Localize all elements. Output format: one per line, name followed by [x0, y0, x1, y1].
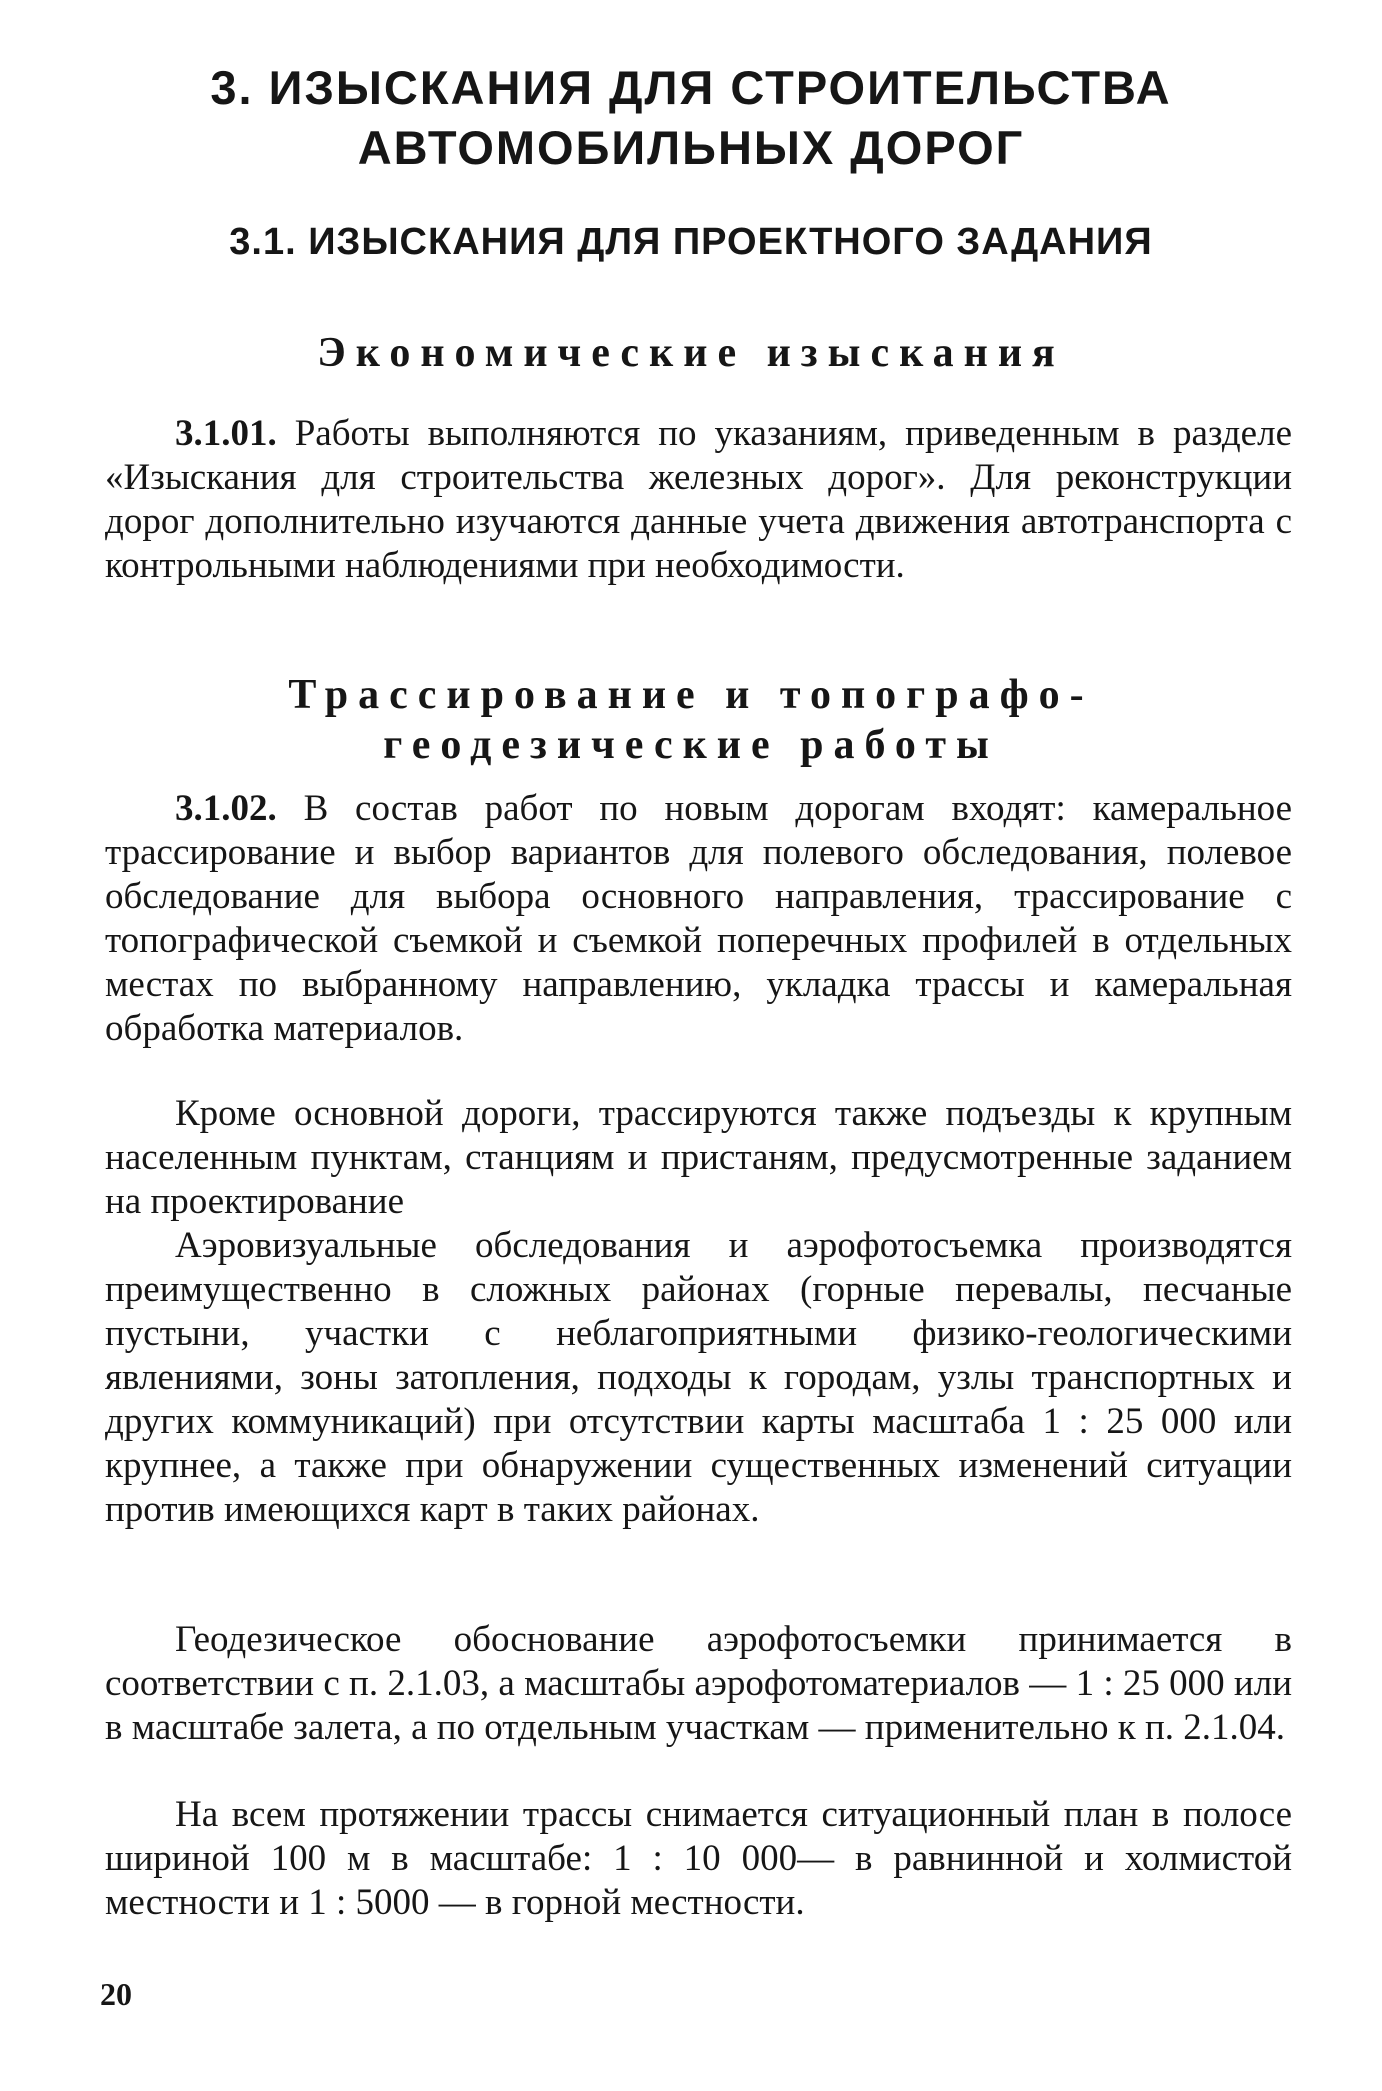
subsection-heading-line-2: геодезические работы — [383, 722, 999, 768]
chapter-title — [0, 58, 1382, 178]
subsection-heading-economic: Экономические изыскания — [317, 330, 1065, 376]
paragraph-aerial-survey: Аэровизуальные обследования и аэрофотосъемка производятся преимущественно в сложных районах (горные перевалы, песчаные пустыни, участки с неблагоприятными физико-геологическими явлениями, зоны затопления, подходы к городам, узлы транспортных и других коммуникаций) при отсутствии карты масштаба 1 : 25 000 или крупнее, а также при обнаружении существенных изменений ситуации против имеющихся карт в таких районах. — [105, 1225, 1292, 1530]
chapter-title-line-2: АВТОМОБИЛЬНЫХ ДОРОГ — [357, 121, 1025, 174]
subsection-heading-surveying — [0, 670, 1382, 770]
paragraph-geodetic-basis: Геодезическое обоснование аэрофотосъемки принимается в соответствии с п. 2.1.03, а масштабы аэрофотоматериалов — 1 : 25 000 или в масштабе залета, а по отдельным участкам — применительно к п. 2.1.04. — [105, 1619, 1292, 1748]
page-number: 20 — [100, 1976, 132, 2012]
paragraph-number: 3.1.02. — [175, 788, 277, 829]
subsection-heading-line-1: Трассирование и топографо- — [288, 672, 1094, 718]
paragraph-approach-roads: Кроме основной дороги, трассируются также подъезды к крупным населенным пунктам, станциям и пристаням, предусмотренные заданием на проектирование — [105, 1093, 1292, 1222]
section-title: 3.1. ИЗЫСКАНИЯ ДЛЯ ПРОЕКТНОГО ЗАДАНИЯ — [229, 221, 1153, 263]
paragraph-text: В состав работ по новым дорогам входят: камеральное трассирование и выбор вариантов для полевого обследования, полевое обследование для выбора основного направления, трассирование с топографической съемкой и съемкой поперечных профилей в отдельных местах по выбранному направлению, укладка трассы и камеральная обработка материалов. — [105, 788, 1293, 1049]
paragraph-number: 3.1.01. — [175, 413, 277, 454]
paragraph-text: Работы выполняются по указаниям, приведенным в разделе «Изыскания для строительства железных дорог». Для реконструкции дорог дополнительно изучаются данные учета движения автотранспорта с контрольными наблюдениями при необходимости. — [105, 413, 1292, 586]
chapter-title-line-1: 3. ИЗЫСКАНИЯ ДЛЯ СТРОИТЕЛЬСТВА — [210, 61, 1172, 114]
paragraph-3-1-02 — [105, 787, 1292, 1051]
paragraph-situation-plan: На всем протяжении трассы снимается ситуационный план в полосе шириной 100 м в масштабе: 1 : 10 000— в равнинной и холмистой местности и 1 : 5000 — в горной местности. — [105, 1794, 1292, 1923]
paragraph-3-1-01 — [105, 412, 1292, 588]
